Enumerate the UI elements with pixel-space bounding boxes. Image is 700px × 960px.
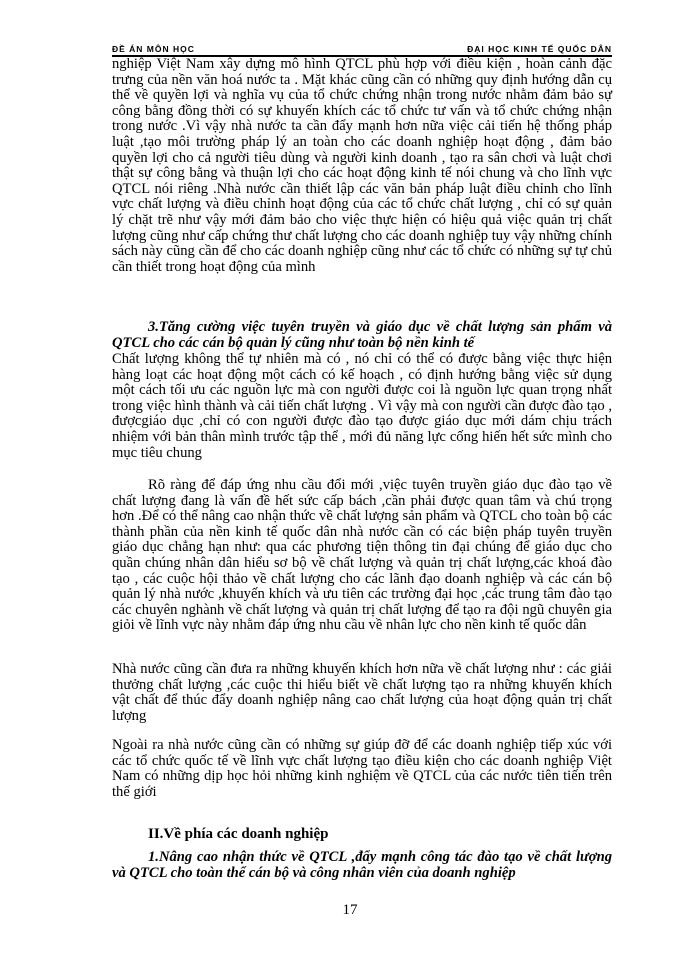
- header-right-text: ĐẠI HỌC KINH TẾ QUỐC DÂN: [467, 44, 612, 54]
- paragraph-1: nghiệp Việt Nam xây dựng mô hình QTCL phù hợp với điều kiện , hoàn cảnh đặc trưng của nền văn hoá nước ta . Mặt khác cũng cần có những quy định hướng dẫn cụ thể về quyền lợi và nghĩa vụ của tổ chức chứng nhận trong nước nhằm đảm bảo sự công bằng đồng thời có sự khuyến khích các tổ chức tư vấn và tổ chức chứng nhận trong nước .Vì vậy nhà nước ta cần đẩy mạnh hơn nữa việc cải tiến hệ thống pháp luật ,tạo môi trường pháp lý an toàn cho các doanh nghiệp hoạt động , đảm bảo quyền lợi cho cả người tiêu dùng và người kinh doanh , tạo ra sân chơi và luật chơi thật sự công bằng và thuận lợi cho các hoạt động kinh tế nói chung và cho lĩnh vực QTCL nói riêng .Nhà nước cần thiết lập các văn bản pháp luật điều chỉnh cho lĩnh vực chất lượng và điều chỉnh hoạt động của các tổ chức chất lượng , chỉ có sự quản lý chặt trẽ như vậy mới đảm bảo cho việc thực hiện có hiệu quả việc quản trị chất lượng cũng như cấp chứng thư chất lượng cho các doanh nghiệp tuy vậy những chính sách này cũng cần để cho các doanh nghiệp cũng như các tổ chức có những sự tự chủ cần thiết trong hoạt động của mình: [112, 56, 612, 275]
- page-number: 17: [342, 902, 358, 918]
- header-left-text: ĐỀ ÁN MÔN HỌC: [112, 44, 195, 54]
- section-ii-heading: II.Về phía các doanh nghiệp: [148, 826, 329, 842]
- paragraph-5-block: [112, 738, 612, 800]
- paragraph-1-block: [112, 57, 612, 275]
- paragraph-4-block: [112, 662, 612, 724]
- page-header: [112, 41, 612, 57]
- paragraph-4: Nhà nước cũng cần đưa ra những khuyến khích hơn nữa về chất lượng như : các giải thưởng chất lượng ,các cuộc thi hiểu biết về chất lượng tạo ra những khuyến khích vật chất để thúc đẩy doanh nghiệp nâng cao chất lượng của hoạt động quản trị chất lượng: [112, 661, 612, 724]
- section-ii-heading-block: [112, 826, 612, 843]
- paragraph-2-block: [112, 352, 612, 461]
- section-ii-1-heading: 1.Nâng cao nhận thức về QTCL ,đẩy mạnh công tác đào tạo về chất lượng và QTCL cho toàn thể cán bộ và công nhân viên của doanh nghiệp: [112, 849, 612, 881]
- paragraph-5: Ngoài ra nhà nước cũng cần có những sự giúp đỡ để các doanh nghiệp tiếp xúc với các tổ chức quốc tế về lĩnh vực chất lượng tạo điều kiện cho các doanh nghiệp Việt Nam có những dịp học hỏi những kinh nghiệm về QTCL của các nước tiên tiến trên thế giới: [112, 737, 612, 800]
- section-3-heading: 3.Tăng cường việc tuyên truyền và giáo dục về chất lượng sản phẩm và QTCL cho các cán bộ quản lý cũng như toàn bộ nền kinh tế: [112, 319, 612, 351]
- paragraph-2: Chất lượng không thể tự nhiên mà có , nó chỉ có thể có được bằng việc thực hiện hàng loạt các hoạt động một cách có kế hoạch , có định hướng bằng việc sử dụng một cách tối ưu các nguồn lực mà con người được coi là nguồn lực quan trọng nhất trong việc hình thành và cải tiến chất lượng . Vì vậy mà con người cần được đào tạo , đượcgiáo dục ,chỉ có con người được đào tạo được giáo dục mới dám chịu trách nhiệm với bản thân mình trước tập thể , mới đủ năng lực cống hiến hết sức mình cho mục tiêu chung: [112, 351, 612, 461]
- paragraph-3: Rõ ràng để đáp ứng nhu cầu đổi mới ,việc tuyên truyền giáo dục đào tạo về chất lượng đang là vấn đề hết sức cấp bách ,cần phải được quan tâm và chú trọng hơn .Để có thể nâng cao nhận thức về chất lượng sản phẩm và QTCL cho toàn bộ các thành phần của nền kinh tế quốc dân nhà nước cần có các biện pháp tuyên truyền giáo dục chẳng hạn như: qua các phương tiện thông tin đại chúng để giáo dục cho quần chúng nhân dân hiểu sơ bộ về chất lượng và quản trị chất lượng,các khoá đào tạo , các cuộc hội thảo về chất lượng cho các lãnh đạo doanh nghiệp và các cán bộ quản lý nhà nước ,khuyến khích và ưu tiên các trường đại học ,các trung tâm đào tạo các chuyên nghành về chất lượng và quản trị chất lượng để tạo ra đội ngũ chuyên gia giỏi về lĩnh vực này nhằm đáp ứng nhu cầu về nhân lực cho nền kinh tế quốc dân: [112, 477, 612, 634]
- paragraph-3-block: [112, 478, 612, 634]
- section-3-heading-block: [112, 320, 612, 351]
- section-ii-1-heading-block: [112, 850, 612, 881]
